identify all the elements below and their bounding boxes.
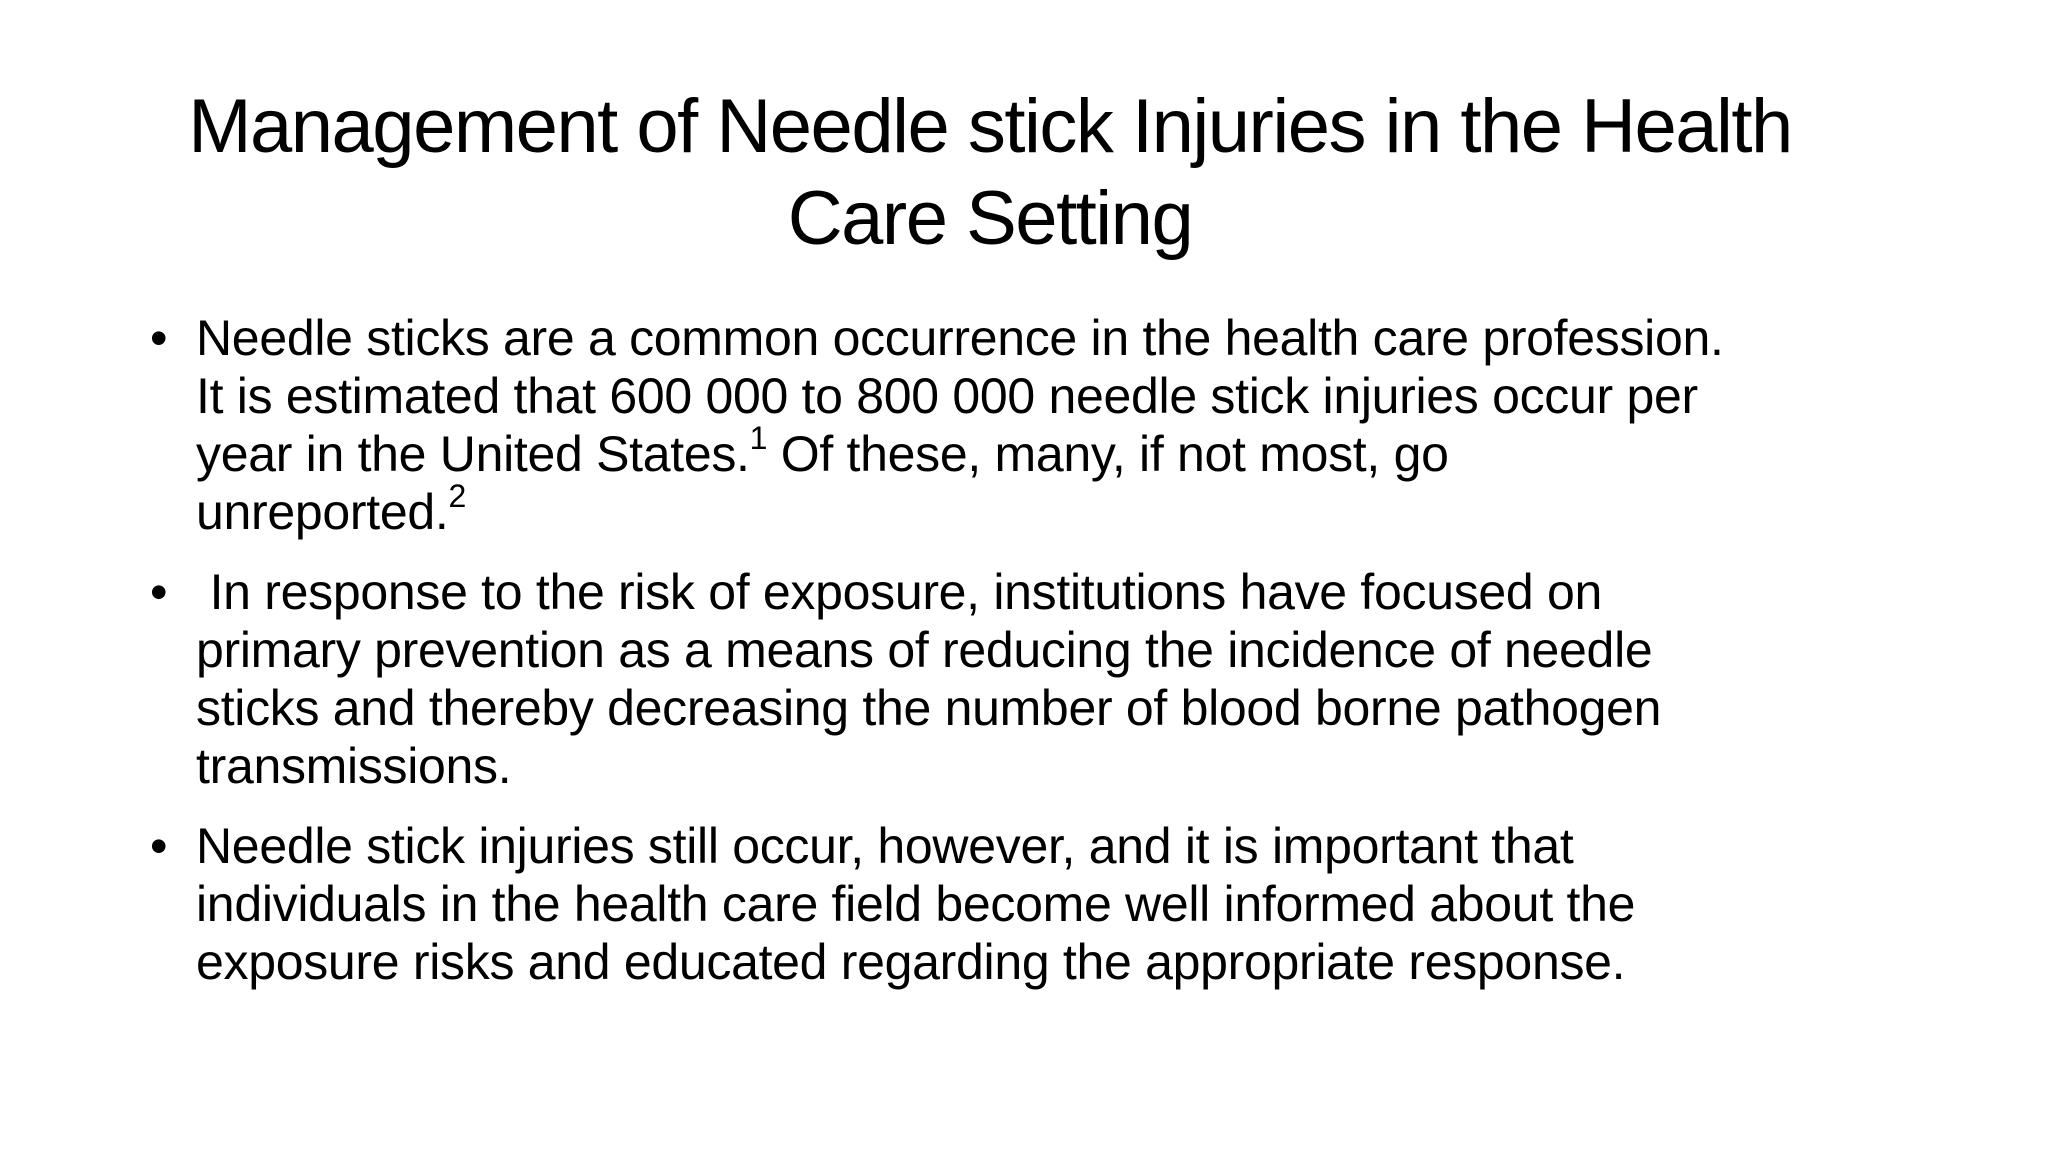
bullet-3-line-3: exposure risks and educated regarding the appropriate response. bbox=[196, 934, 1626, 990]
footnote-ref-1: 1 bbox=[749, 420, 768, 457]
bullet-1-line-3-text-a: year in the United States. bbox=[196, 426, 750, 482]
slide-title-line-1: Management of Needle stick Injuries in the Health bbox=[188, 83, 1792, 169]
bullet-2-line-4: transmissions. bbox=[196, 738, 512, 794]
bullet-3-line-2: individuals in the health care field become well informed about the bbox=[196, 876, 1636, 932]
bullet-list bbox=[150, 309, 1930, 1013]
bullet-1-line-2: It is estimated that 600 000 to 800 000 needle stick injuries occur per bbox=[196, 368, 1698, 424]
bullet-1-line-4 bbox=[196, 478, 1930, 541]
bullet-item-2 bbox=[150, 563, 1930, 795]
bullet-dot-icon: • bbox=[150, 564, 168, 620]
bullet-2-line-2: primary prevention as a means of reducing the incidence of needle bbox=[196, 622, 1653, 678]
bullet-2-line-3: sticks and thereby decreasing the number of blood borne pathogen bbox=[196, 680, 1662, 736]
bullet-1-line-4-text: unreported. bbox=[196, 484, 449, 540]
bullet-1-line-3-text-b: Of these, many, if not most, go bbox=[767, 426, 1449, 482]
bullet-item-1 bbox=[150, 309, 1930, 541]
bullet-1-line-1: Needle sticks are a common occurrence in the health care profession. bbox=[196, 310, 1724, 366]
bullet-3-line-1: Needle stick injuries still occur, however, and it is important that bbox=[196, 818, 1574, 874]
bullet-1-line-3 bbox=[196, 420, 1930, 483]
bullet-2-line-1: In response to the risk of exposure, institutions have focused on bbox=[196, 564, 1603, 620]
slide-title-line-2: Care Setting bbox=[787, 175, 1193, 261]
bullet-dot-icon: • bbox=[150, 310, 168, 366]
bullet-item-3 bbox=[150, 817, 1930, 991]
bullet-dot-icon: • bbox=[150, 818, 168, 874]
footnote-ref-2: 2 bbox=[448, 478, 466, 515]
slide-title bbox=[100, 81, 1880, 265]
